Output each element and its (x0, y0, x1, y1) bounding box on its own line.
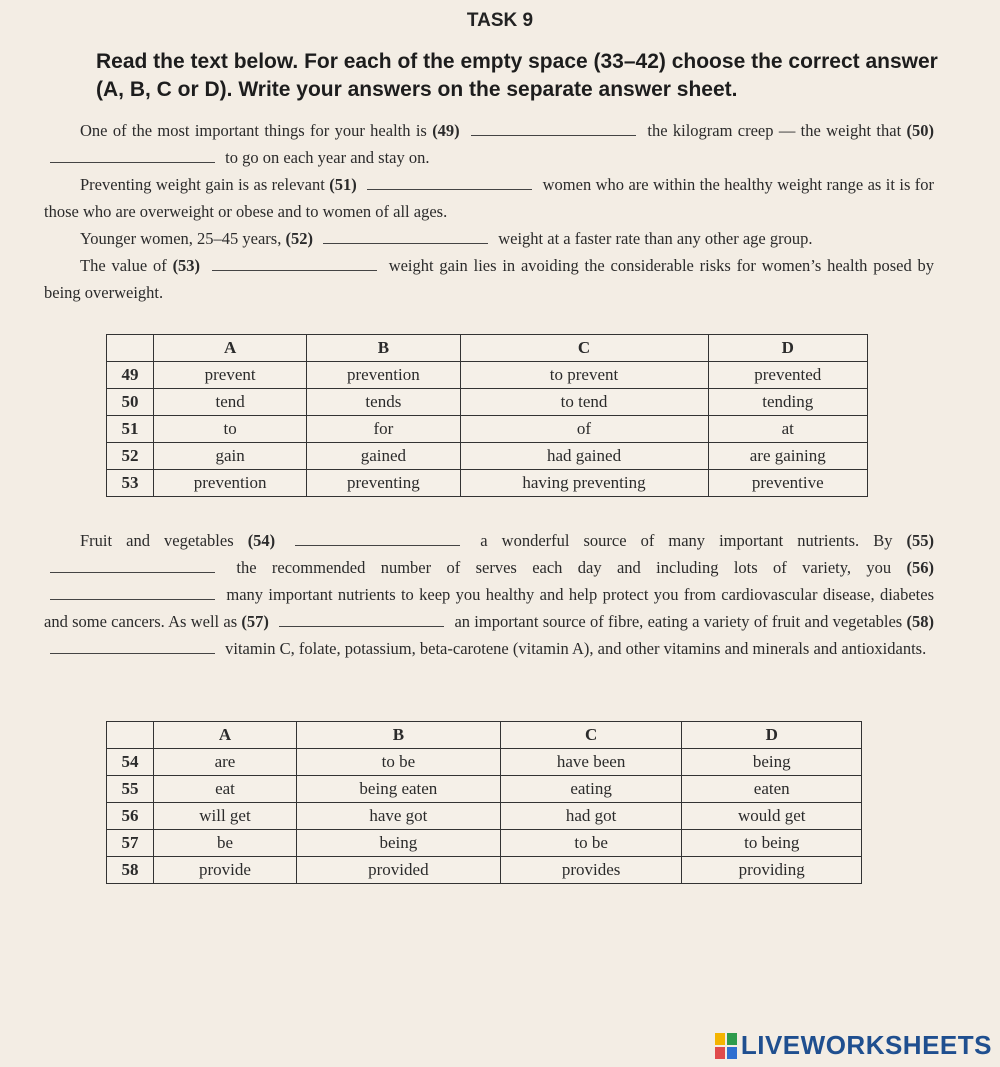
option-b: provided (296, 857, 500, 884)
option-d: being (682, 749, 862, 776)
gap-number: (55) (906, 531, 935, 550)
table-row (107, 362, 868, 389)
option-c: have been (500, 749, 682, 776)
text: a wonderful source of many important nutrients. By (480, 531, 893, 550)
text: the recommended number of serves each day and including lots of variety, you (236, 558, 892, 577)
gap-number: (51) (329, 175, 357, 194)
option-b: being eaten (296, 776, 500, 803)
text: many important nutrients to keep you healthy and help protect you from cardiovascular disease, diabetes and some cancers. As well as (44, 585, 935, 631)
option-b: prevention (307, 362, 460, 389)
answer-blank-49[interactable] (471, 121, 636, 136)
gap-number: (53) (172, 256, 201, 275)
gap-number: (52) (285, 229, 313, 248)
row-number: 54 (107, 749, 154, 776)
option-a: eat (154, 776, 297, 803)
task-title: TASK 9 (466, 10, 534, 31)
row-number: 57 (107, 830, 154, 857)
table-row (107, 443, 868, 470)
answer-blank-50[interactable] (50, 148, 215, 163)
answer-blank-56[interactable] (50, 585, 215, 600)
text: an important source of fibre, eating a variety of fruit and vegetables (454, 612, 903, 631)
option-a: to (154, 416, 307, 443)
option-a: will get (154, 803, 297, 830)
gap-number: (57) (241, 612, 269, 631)
row-number: 49 (107, 362, 154, 389)
table-row (107, 776, 862, 803)
table-row (107, 830, 862, 857)
option-d: tending (708, 389, 867, 416)
gap-number: (50) (906, 121, 935, 140)
text: women who are within the healthy weight range as it is for those who are overweight or obese and to women of all ages. (44, 175, 935, 221)
option-c: having preventing (460, 470, 708, 497)
option-b: tends (307, 389, 460, 416)
table-row (107, 470, 868, 497)
option-d: are gaining (708, 443, 867, 470)
row-number: 56 (107, 803, 154, 830)
option-c: to be (500, 830, 682, 857)
text: the kilogram creep — the weight that (647, 121, 902, 140)
option-a: tend (154, 389, 307, 416)
paragraph-54-58 (44, 527, 934, 662)
table-row (107, 803, 862, 830)
header-cell-empty (107, 722, 154, 749)
row-number: 55 (107, 776, 154, 803)
option-b: have got (296, 803, 500, 830)
text: Preventing weight gain is as relevant (80, 175, 325, 194)
paragraph-49-50 (44, 117, 934, 171)
option-d: to being (682, 830, 862, 857)
instructions: Read the text below. For each of the empty space (33–42) choose the correct answer (A, B, C or D). Write your answers on the separate answer sheet. (96, 50, 938, 101)
option-a: provide (154, 857, 297, 884)
header-cell-a: A (154, 722, 297, 749)
option-d: at (708, 416, 867, 443)
answer-blank-55[interactable] (50, 558, 215, 573)
table-row (107, 749, 862, 776)
option-d: preventive (708, 470, 867, 497)
brand-name: LIVEWORKSHEETS (740, 1030, 992, 1060)
table-row (107, 389, 868, 416)
passage-1 (44, 117, 934, 306)
text: Younger women, 25–45 years, (80, 229, 282, 248)
table-header-row (107, 722, 862, 749)
logo-grid-icon (715, 1033, 737, 1059)
options-table-1 (106, 334, 868, 497)
paragraph-52 (44, 225, 934, 252)
text: to go on each year and stay on. (225, 148, 430, 167)
option-c: to tend (460, 389, 708, 416)
passage-2 (44, 527, 934, 662)
row-number: 53 (107, 470, 154, 497)
option-a: prevent (154, 362, 307, 389)
header-cell-b: B (307, 335, 460, 362)
row-number: 58 (107, 857, 154, 884)
header-cell-c: C (500, 722, 682, 749)
option-a: be (154, 830, 297, 857)
option-b: gained (307, 443, 460, 470)
option-c: of (460, 416, 708, 443)
option-c: had got (500, 803, 682, 830)
header-cell-d: D (708, 335, 867, 362)
option-c: to prevent (460, 362, 708, 389)
table-header-row (107, 335, 868, 362)
option-c: eating (500, 776, 682, 803)
answer-blank-52[interactable] (323, 229, 488, 244)
row-number: 51 (107, 416, 154, 443)
header-cell-c: C (460, 335, 708, 362)
answer-blank-51[interactable] (367, 175, 532, 190)
options-table-2 (106, 721, 862, 884)
liveworksheets-logo (715, 1030, 992, 1061)
header-cell-b: B (296, 722, 500, 749)
row-number: 50 (107, 389, 154, 416)
gap-number: (54) (247, 531, 276, 550)
text: One of the most important things for your health is (80, 121, 427, 140)
table-row (107, 857, 862, 884)
option-d: would get (682, 803, 862, 830)
text: weight gain lies in avoiding the considerable risks for women’s health posed by being overweight. (44, 256, 935, 302)
option-b: preventing (307, 470, 460, 497)
option-d: eaten (682, 776, 862, 803)
option-b: to be (296, 749, 500, 776)
text: The value of (80, 256, 167, 275)
option-c: had gained (460, 443, 708, 470)
table-row (107, 416, 868, 443)
row-number: 52 (107, 443, 154, 470)
option-a: are (154, 749, 297, 776)
option-d: providing (682, 857, 862, 884)
answer-blank-53[interactable] (212, 256, 377, 271)
header-cell-a: A (154, 335, 307, 362)
text: Fruit and vegetables (80, 531, 234, 550)
text: weight at a faster rate than any other age group. (498, 229, 813, 248)
text: vitamin C, folate, potassium, beta-carotene (vitamin A), and other vitamins and minerals and antioxidants. (225, 639, 927, 658)
paragraph-51 (44, 171, 934, 225)
header-cell-d: D (682, 722, 862, 749)
gap-number: (56) (906, 558, 935, 577)
gap-number: (49) (432, 121, 460, 140)
option-d: prevented (708, 362, 867, 389)
option-a: prevention (154, 470, 307, 497)
paragraph-53 (44, 252, 934, 306)
answer-blank-57[interactable] (279, 612, 444, 627)
option-b: being (296, 830, 500, 857)
answer-blank-54[interactable] (295, 531, 460, 546)
option-c: provides (500, 857, 682, 884)
option-a: gain (154, 443, 307, 470)
option-b: for (307, 416, 460, 443)
answer-blank-58[interactable] (50, 639, 215, 654)
header-cell-empty (107, 335, 154, 362)
gap-number: (58) (906, 612, 934, 631)
